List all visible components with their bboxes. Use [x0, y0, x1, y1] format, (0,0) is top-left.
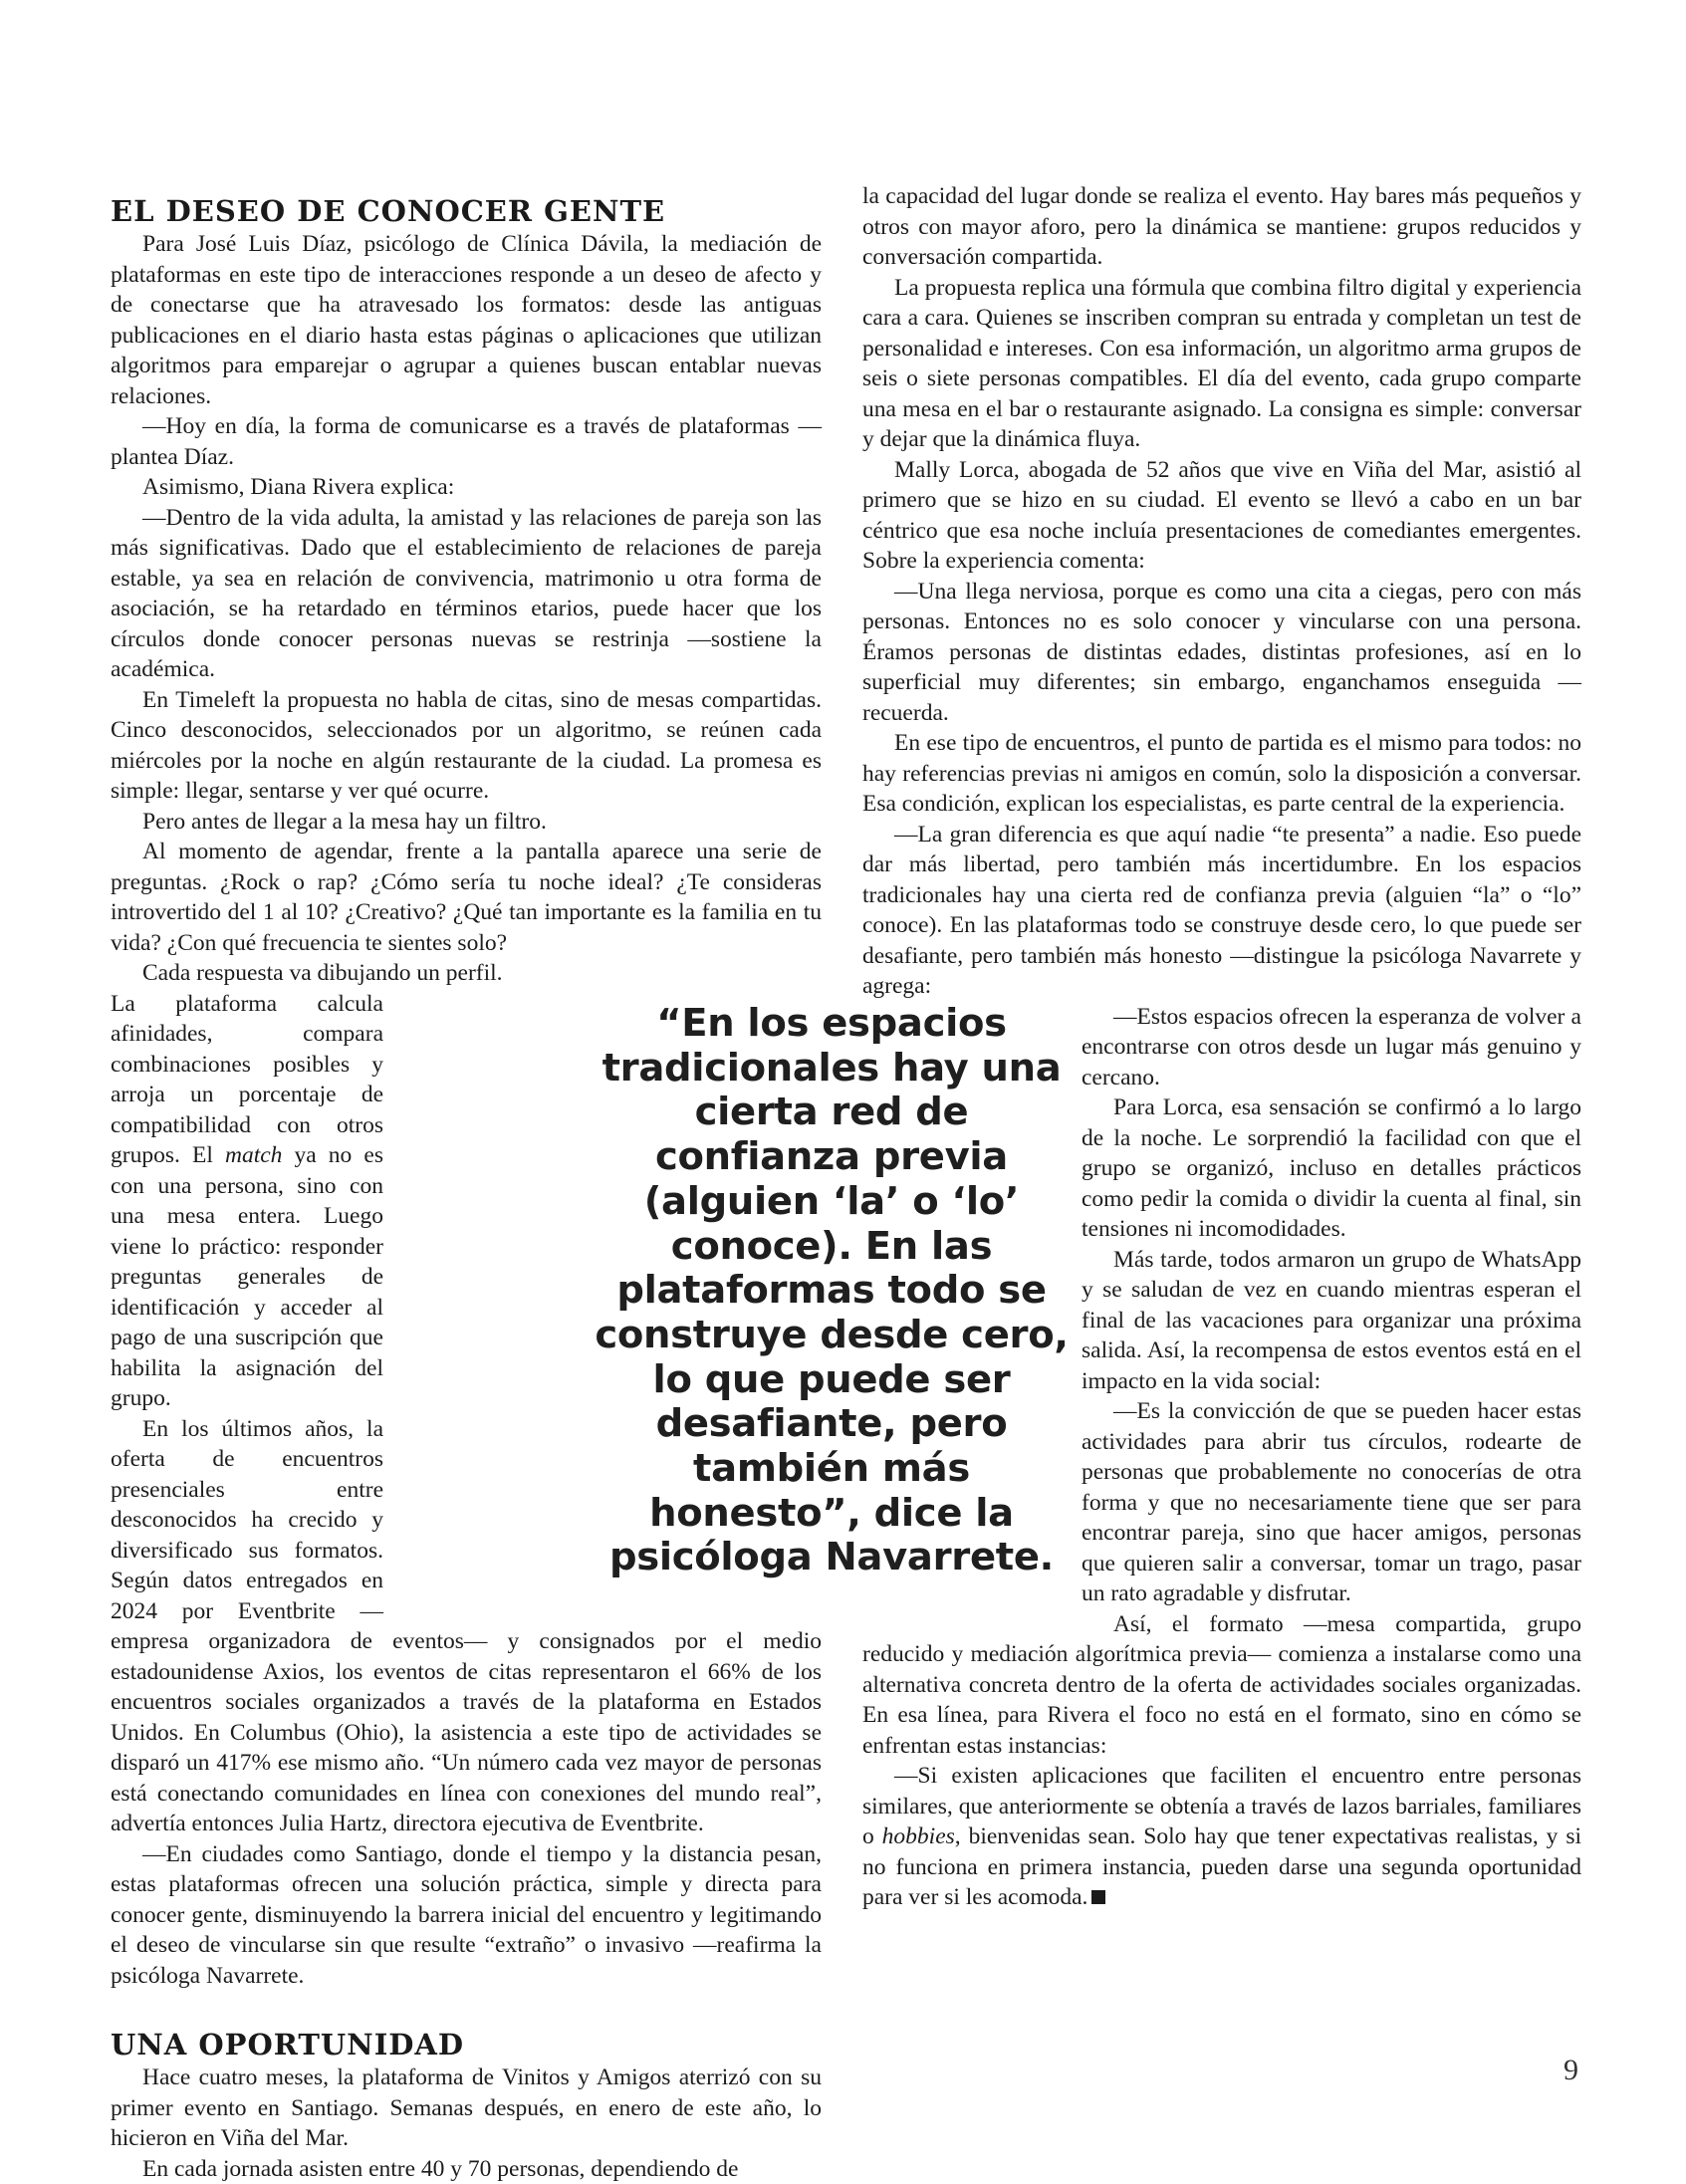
paragraph: —La gran diferencia es que aquí nadie “te presenta” a nadie. Eso puede dar más libertad, pero también más incertidumbre. En los espacios tradicionales hay una cierta red de confianza previa (alguien “la” o “lo” conoce). En las plataformas todo se construye desde cero, lo que puede ser desafiante, pero también más honesto —distingue la psicóloga Navarrete y agrega: [862, 820, 1581, 1002]
paragraph: —En ciudades como Santiago, donde el tiempo y la distancia pesan, estas plataformas ofrecen una solución práctica, simple y directa para conocer gente, disminuyendo la barrera inicial del encuentro y legitimando el deseo de vincularse sin que resulte “extraño” o invasivo —reafirma la psicóloga Navarrete. [111, 1839, 822, 1992]
paragraph: Hace cuatro meses, la plataforma de Vinitos y Amigos aterrizó con su primer evento en Santiago. Semanas después, en enero de este año, lo hicieron en Viña del Mar. [111, 2063, 822, 2154]
page-number: 9 [1564, 2054, 1578, 2087]
paragraph: Para Lorca, esa sensación se confirmó a lo largo de la noche. Le sorprendió la facilidad con que el grupo se organizó, incluso en detalles prácticos como pedir la comida o dividir la cuenta al final, sin tensiones ni incomodidades. [862, 1092, 1581, 1245]
paragraph: En ese tipo de encuentros, el punto de partida es el mismo para todos: no hay referencias previas ni amigos en común, solo la disposición a conversar. Esa condición, explican los especialistas, es parte central de la experiencia. [862, 728, 1581, 820]
paragraph: —Una llega nerviosa, porque es como una cita a ciegas, pero con más personas. Entonces no es solo conocer y vincularse con una persona. Éramos personas de distintas edades, distintas profesiones, así en lo superficial muy diferentes; sin embargo, enganchamos enseguida —recuerda. [862, 577, 1581, 729]
paragraph: En Timeleft la propuesta no habla de citas, sino de mesas compartidas. Cinco desconocidos, seleccionados por un algoritmo, se reúnen cada miércoles por la noche en algún restaurante de la ciudad. La promesa es simple: llegar, sentarse y ver qué ocurre. [111, 685, 822, 807]
paragraph: —Estos espacios ofrecen la esperanza de volver a encontrarse con otros desde un lugar más genuino y cercano. [862, 1002, 1581, 1093]
paragraph: —Es la convicción de que se pueden hacer estas actividades para abrir tus círculos, rodearte de personas que probablemente no conocerías de otra forma y que no necesariamente tiene que ser para encontrar pareja, sino que hacer amigos, personas que quieren salir a conversar, tomar un trago, pasar un rato agradable y disfrutar. [862, 1396, 1581, 1609]
paragraph: Mally Lorca, abogada de 52 años que vive en Viña del Mar, asistió al primero que se hizo en su ciudad. El evento se llevó a cabo en un bar céntrico que esa noche incluía presentaciones de comediantes emergentes. Sobre la experiencia comenta: [862, 455, 1581, 577]
paragraph: En cada jornada asisten entre 40 y 70 personas, dependiendo de [111, 2154, 822, 2184]
paragraph: La propuesta replica una fórmula que combina filtro digital y experiencia cara a cara. Quienes se inscriben compran su entrada y completan un test de personalidad e intereses. Con esa información, un algoritmo arma grupos de seis o siete personas compatibles. El día del evento, cada grupo comparte una mesa en el bar o restaurante asignado. La consigna es simple: conversar y dejar que la dinámica fluya. [862, 273, 1581, 455]
section-heading-deseo: EL DESEO DE CONOCER GENTE [111, 193, 822, 229]
paragraph: Cada respuesta va dibujando un perfil. [111, 958, 822, 989]
paragraph: Más tarde, todos armaron un grupo de WhatsApp y se saludan de vez en cuando mientras esperan el final de las vacaciones para organizar una próxima salida. Así, la recompensa de estos eventos está en el impacto en la vida social: [862, 1245, 1581, 1397]
paragraph: —Dentro de la vida adulta, la amistad y las relaciones de pareja son las más significativas. Dado que el establecimiento de relaciones de pareja estable, ya sea en relación de convivencia, matrimonio u otra forma de asociación, se ha retardado en términos etarios, puede hacer que los círculos donde conocer personas nuevas se restrinja —sostiene la académica. [111, 503, 822, 685]
paragraph: Asimismo, Diana Rivera explica: [111, 472, 822, 503]
paragraph: La plataforma calcula afinidades, compara combinaciones posibles y arroja un porcentaje de compatibilidad con otros grupos. El match ya no es con una persona, sino con una mesa entera. Luego viene lo práctico: responder preguntas generales de identificación y acceder al pago de una suscripción que habilita la asignación del grupo. [111, 989, 822, 1414]
paragraph: —Si existen aplicaciones que faciliten el encuentro entre personas similares, que anteriormente se obtenía a través de lazos barriales, familiares o hobbies, bienvenidas sean. Solo hay que tener expectativas realistas, y si no funciona en primera instancia, pueden darse una segunda oportunidad para ver si les acomoda. [862, 1761, 1581, 1913]
paragraph: Así, el formato —mesa compartida, grupo reducido y mediación algorítmica previa— comienza a instalarse como una alternativa concreta dentro de la oferta de actividades sociales organizadas. En esa línea, para Rivera el foco no está en el formato, sino en cómo se enfrentan estas instancias: [862, 1609, 1581, 1762]
paragraph: la capacidad del lugar donde se realiza el evento. Hay bares más pequeños y otros con mayor aforo, pero la dinámica se mantiene: grupos reducidos y conversación compartida. [862, 181, 1581, 273]
paragraph: Al momento de agendar, frente a la pantalla aparece una serie de preguntas. ¿Rock o rap? ¿Cómo sería tu noche ideal? ¿Te consideras introvertido del 1 al 10? ¿Creativo? ¿Qué tan importante es la familia en tu vida? ¿Con qué frecuencia te sientes solo? [111, 837, 822, 958]
end-of-article-square-icon [1091, 1890, 1105, 1904]
match-emphasis: match [225, 1142, 282, 1168]
paragraph: —Hoy en día, la forma de comunicarse es a través de plataformas —plantea Díaz. [111, 411, 822, 472]
paragraph: En los últimos años, la oferta de encuentros presenciales entre desconocidos ha crecido y diversificado sus formatos. Según datos entregados en 2024 por Eventbrite —empresa organizadora de eventos— y consignados por el medio estadounidense Axios, los eventos de citas representaron el 66% de los encuentros sociales organizados a través de la plataforma en Estados Unidos. En Columbus (Ohio), la asistencia a este tipo de actividades se disparó un 417% ese mismo año. “Un número cada vez mayor de personas está conectando comunidades en línea con conexiones del mundo real”, advertía entonces Julia Hartz, directora ejecutiva de Eventbrite. [111, 1414, 822, 1839]
paragraph: Para José Luis Díaz, psicólogo de Clínica Dávila, la mediación de plataformas en este tipo de interacciones responde a un deseo de afecto y de conectarse que ha atravesado los formatos: desde las antiguas publicaciones en el diario hasta estas páginas o aplicaciones que utilizan algoritmos para emparejar o agrupar a quienes buscan entablar nuevas relaciones. [111, 229, 822, 411]
section-heading-oportunidad: UNA OPORTUNIDAD [111, 2027, 822, 2063]
pull-quote: “En los espacios tradicionales hay una cierta red de confianza previa (alguien ‘la’ o ‘lo’ conoce). En las plataformas todo se construye desde cero, lo que puede ser desafiante, pero también más honesto”, dice la psicóloga Navarrete. [588, 1002, 1076, 1580]
paragraph: Pero antes de llegar a la mesa hay un filtro. [111, 807, 822, 838]
hobbies-emphasis: hobbies [882, 1823, 955, 1849]
